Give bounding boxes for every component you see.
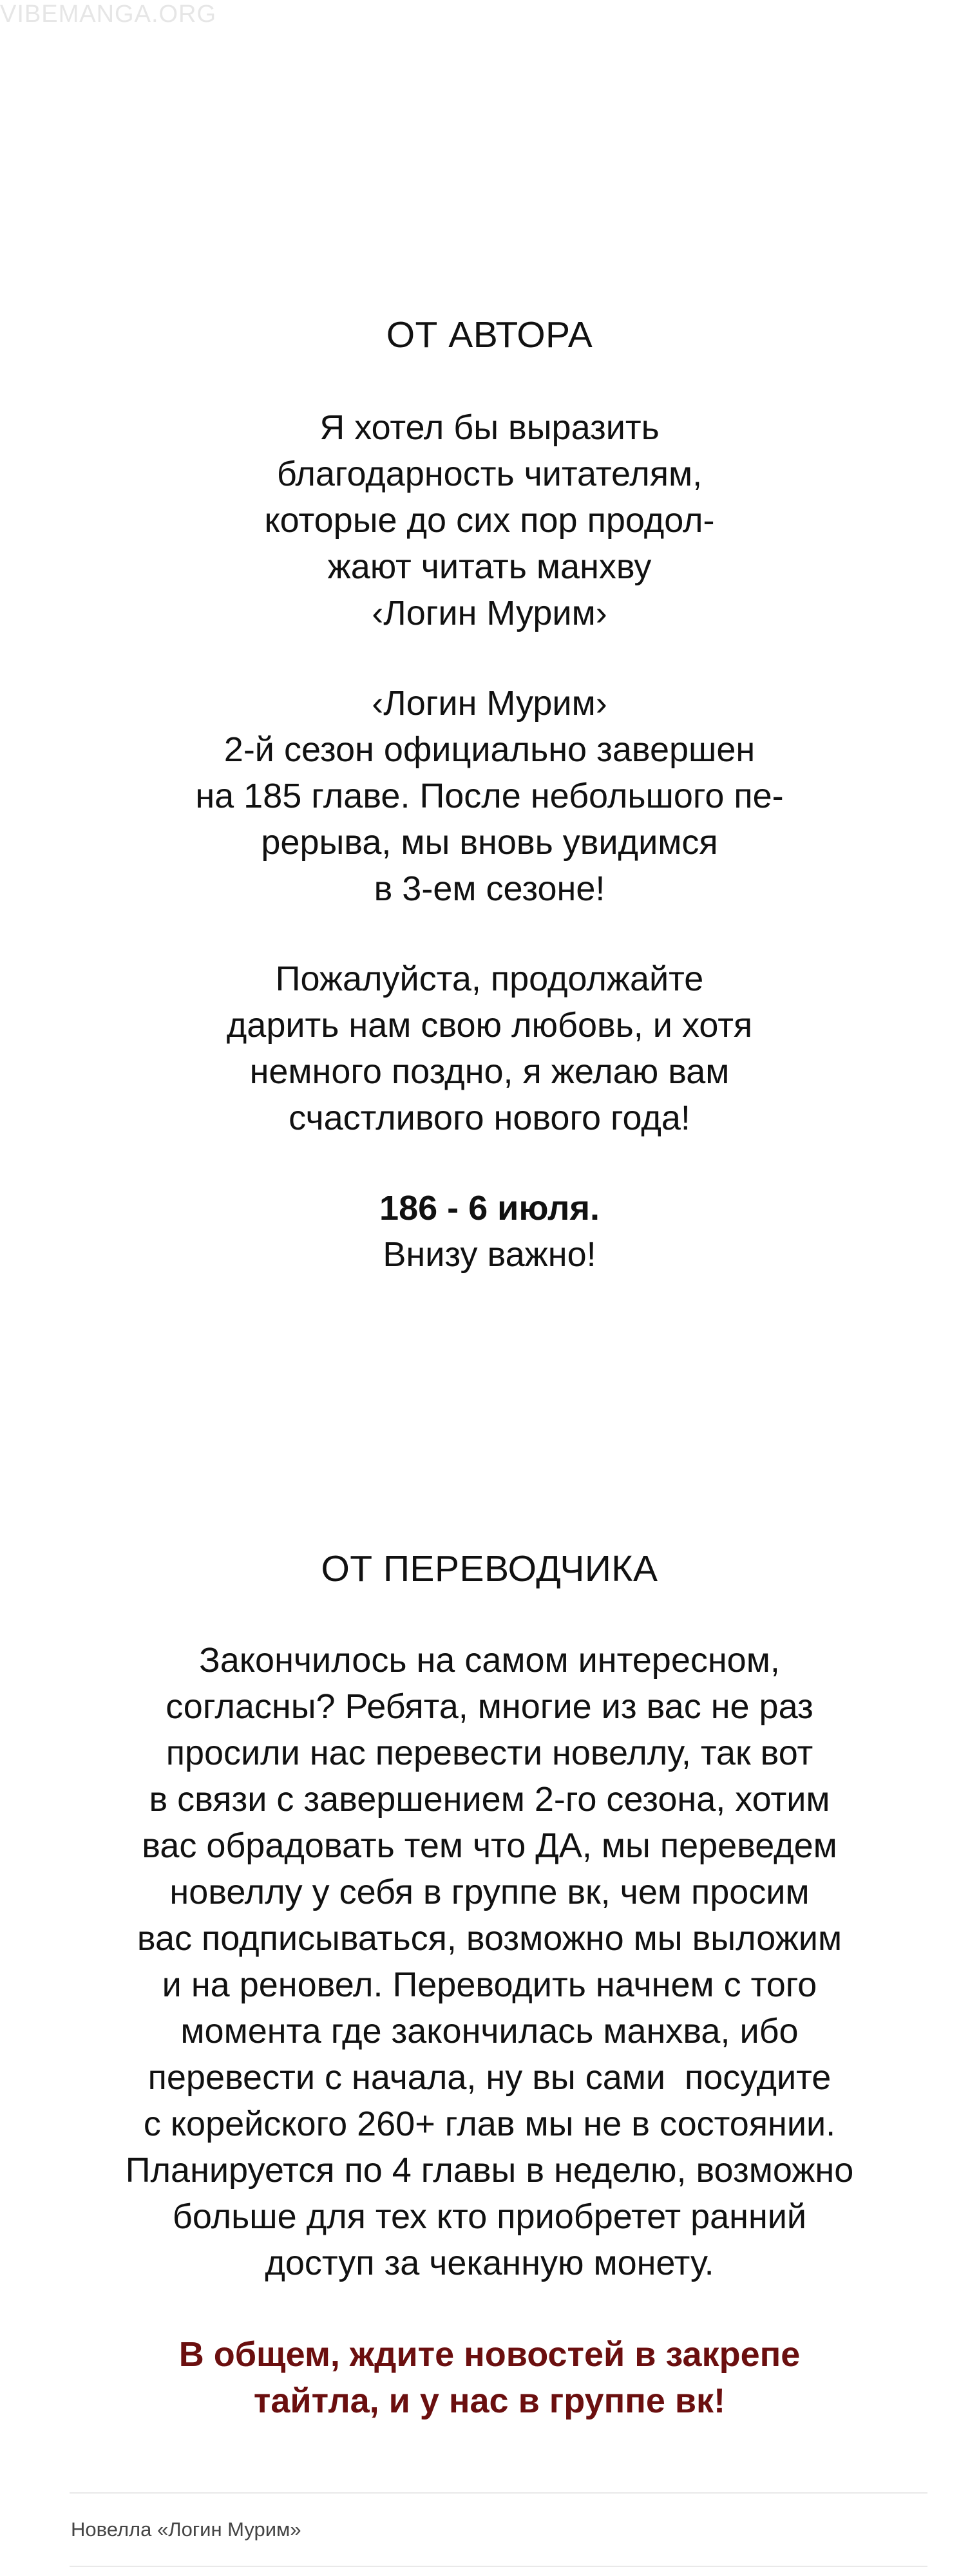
season-end-line: на 185 главе. После небольшого пе- xyxy=(195,777,784,815)
author-thanks-line: благодарность читателям, xyxy=(276,455,703,493)
new-year-line: дарить нам свою любовь, и хотя xyxy=(226,1006,753,1045)
translator-note xyxy=(0,1546,979,1592)
author-note-heading: ОТ АВТОРА xyxy=(386,314,593,355)
translator-note-heading: ОТ ПЕРЕВОДЧИКА xyxy=(321,1548,658,1589)
site-watermark: VIBEMANGA.ORG xyxy=(0,1,217,28)
novel-breadcrumb[interactable]: Новелла «Логин Мурим» xyxy=(71,2518,301,2541)
author-thanks-line: Я хотел бы выразить xyxy=(319,408,660,447)
translator-closing xyxy=(0,2331,979,2424)
translator-line: Закончилось на самом интересном, xyxy=(199,1641,780,1680)
author-thanks-paragraph xyxy=(0,404,979,636)
release-info xyxy=(0,1185,979,1278)
translator-line: доступ за чеканную монету. xyxy=(265,2244,714,2282)
season-end-line: рерыва, мы вновь увидимся xyxy=(261,823,718,862)
season-end-line: ‹Логин Мурим› xyxy=(372,684,607,723)
season-end-line: 2-й сезон официально завершен xyxy=(223,730,756,769)
author-thanks-line: которые до сих пор продол- xyxy=(264,501,715,540)
translator-line: Планируется по 4 главы в неделю, возможно xyxy=(125,2151,854,2190)
important-below-note: Внизу важно! xyxy=(383,1235,596,1274)
footer-divider-top xyxy=(70,2492,927,2494)
author-thanks-line: жают читать манхву xyxy=(327,547,652,586)
translator-line: новеллу у себя в группе вк, чем просим xyxy=(169,1873,810,1911)
release-date: 186 - 6 июля. xyxy=(379,1189,600,1227)
translator-line: момента где закончилась манхва, ибо xyxy=(180,2012,799,2050)
author-thanks-line: ‹Логин Мурим› xyxy=(372,594,607,632)
translator-line: с корейского 260+ глав мы не в состоянии. xyxy=(143,2105,836,2143)
translator-line: вас подписываться, возможно мы выложим xyxy=(137,1919,842,1958)
season-end-line: в 3-ем сезоне! xyxy=(374,869,605,908)
new-year-line: немного поздно, я желаю вам xyxy=(249,1052,730,1091)
new-year-paragraph xyxy=(0,956,979,1141)
translator-line: перевести с начала, ну вы сами посудите xyxy=(147,2058,832,2097)
translator-line: согласны? Ребята, многие из вас не раз xyxy=(166,1687,813,1726)
closing-line: тайтла, и у нас в группе вк! xyxy=(253,2382,726,2420)
translator-paragraph xyxy=(0,1637,979,2286)
translator-line: в связи с завершением 2-го сезона, хотим xyxy=(149,1780,830,1819)
translator-line: больше для тех кто приобретет ранний xyxy=(172,2197,807,2236)
closing-line: В общем, ждите новостей в закрепе xyxy=(178,2335,801,2374)
new-year-line: Пожалуйста, продолжайте xyxy=(275,960,704,998)
translator-line: просили нас перевести новеллу, так вот xyxy=(166,1734,813,1772)
season-end-paragraph xyxy=(0,680,979,912)
author-note xyxy=(0,312,979,358)
translator-line: вас обрадовать тем что ДА, мы переведем xyxy=(142,1826,837,1865)
footer-divider-bottom xyxy=(70,2566,927,2567)
new-year-line: счастливого нового года! xyxy=(289,1099,690,1137)
translator-line: и на реновел. Переводить начнем с того xyxy=(162,1965,817,2004)
